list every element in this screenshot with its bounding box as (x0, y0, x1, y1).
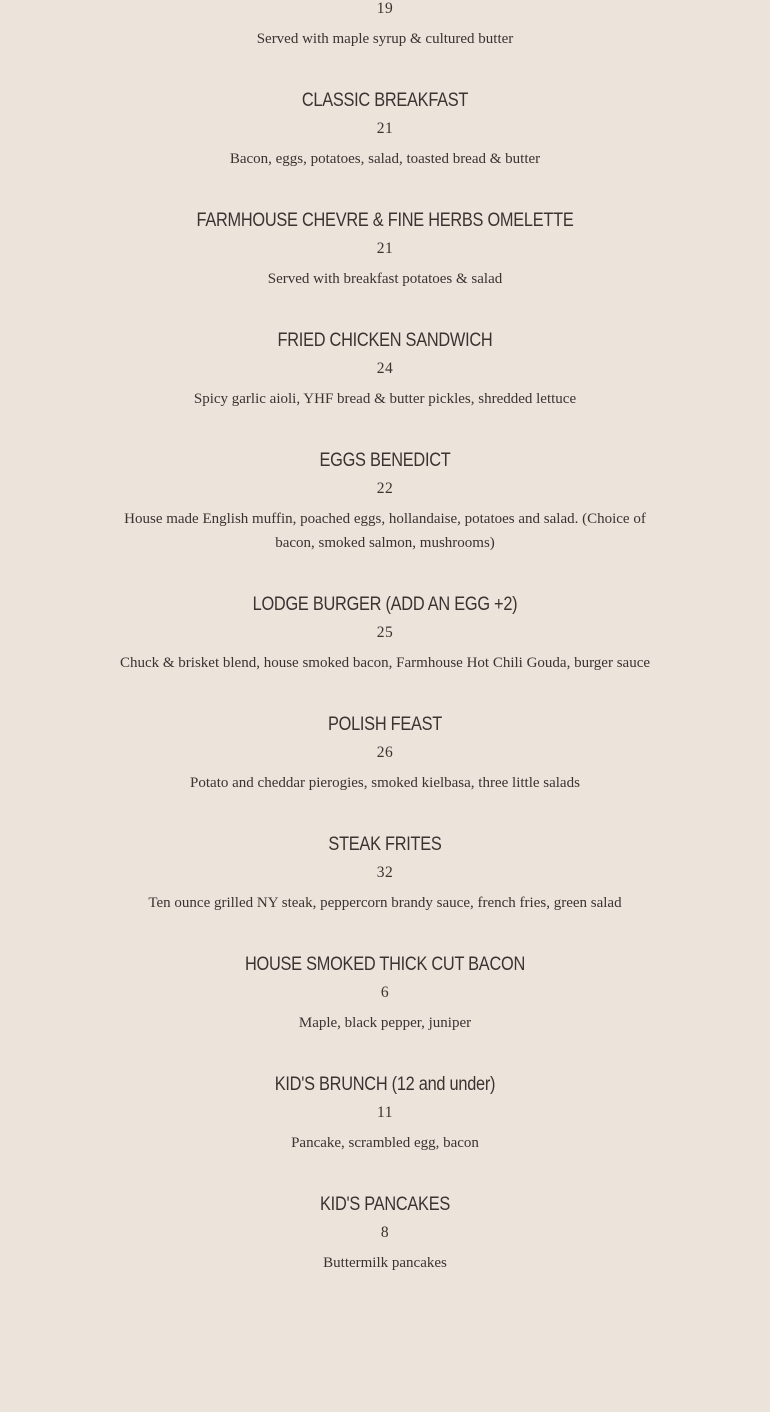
menu-item-description: Spicy garlic aioli, YHF bread & butter pickles, shredded lettuce (193, 391, 577, 407)
menu-item-price: 26 (376, 744, 394, 761)
menu-item-description: Buttermilk pancakes (323, 1255, 447, 1271)
menu-item (115, 833, 655, 953)
menu-item (115, 0, 655, 89)
menu-item-name: KID'S BRUNCH (12 and under) (274, 1074, 496, 1095)
menu-item-description: Chuck & brisket blend, house smoked bacon, Farmhouse Hot Chili Gouda, burger sauce (119, 655, 651, 671)
menu-item-price: 24 (376, 360, 394, 377)
menu-item (115, 1073, 655, 1193)
menu-item-price: 8 (380, 1224, 390, 1241)
menu-item (115, 449, 655, 593)
menu-item-name: KID'S PANCAKES (320, 1194, 450, 1215)
menu-item (115, 209, 655, 329)
menu-item-name: FARMHOUSE CHEVRE & FINE HERBS OMELETTE (196, 210, 574, 231)
menu-item-price: 6 (380, 984, 390, 1001)
menu-item-name: HOUSE SMOKED THICK CUT BACON (245, 954, 525, 975)
menu-item (115, 89, 655, 209)
menu-item-price: 19 (376, 0, 394, 17)
menu-item-description: Pancake, scrambled egg, bacon (291, 1135, 479, 1151)
menu-item (115, 329, 655, 449)
menu-item-name: EGGS BENEDICT (319, 450, 451, 471)
menu-item-description: Ten ounce grilled NY steak, peppercorn brandy sauce, french fries, green salad (148, 895, 622, 911)
menu-item-price: 21 (376, 240, 394, 257)
menu-item-name: FRIED CHICKEN SANDWICH (277, 330, 493, 351)
menu-item-name: POLISH FEAST (327, 714, 443, 735)
menu-item-price: 25 (376, 624, 394, 641)
menu-item-price: 11 (377, 1104, 393, 1121)
menu-item-description: Potato and cheddar pierogies, smoked kielbasa, three little salads (190, 775, 580, 791)
menu-item-description: House made English muffin, poached eggs, hollandaise, potatoes and salad. (Choice of bacon, smoked salmon, mushrooms) (124, 511, 646, 551)
menu-item-name: STEAK FRITES (328, 834, 442, 855)
menu-item-price: 22 (376, 480, 394, 497)
menu-item-description: Served with maple syrup & cultured butter (256, 31, 514, 47)
menu-item (115, 953, 655, 1073)
menu-item-name: CLASSIC BREAKFAST (301, 90, 469, 111)
menu-item-description: Bacon, eggs, potatoes, salad, toasted bread & butter (229, 151, 541, 167)
menu-item-description: Served with breakfast potatoes & salad (267, 271, 503, 287)
menu-item-price: 21 (376, 120, 394, 137)
menu-item (115, 1193, 655, 1313)
menu-item (115, 593, 655, 713)
menu-item-price: 32 (376, 864, 394, 881)
menu-item-name: LODGE BURGER (ADD AN EGG +2) (252, 594, 518, 615)
menu-item (115, 713, 655, 833)
menu-item-description: Maple, black pepper, juniper (298, 1015, 472, 1031)
